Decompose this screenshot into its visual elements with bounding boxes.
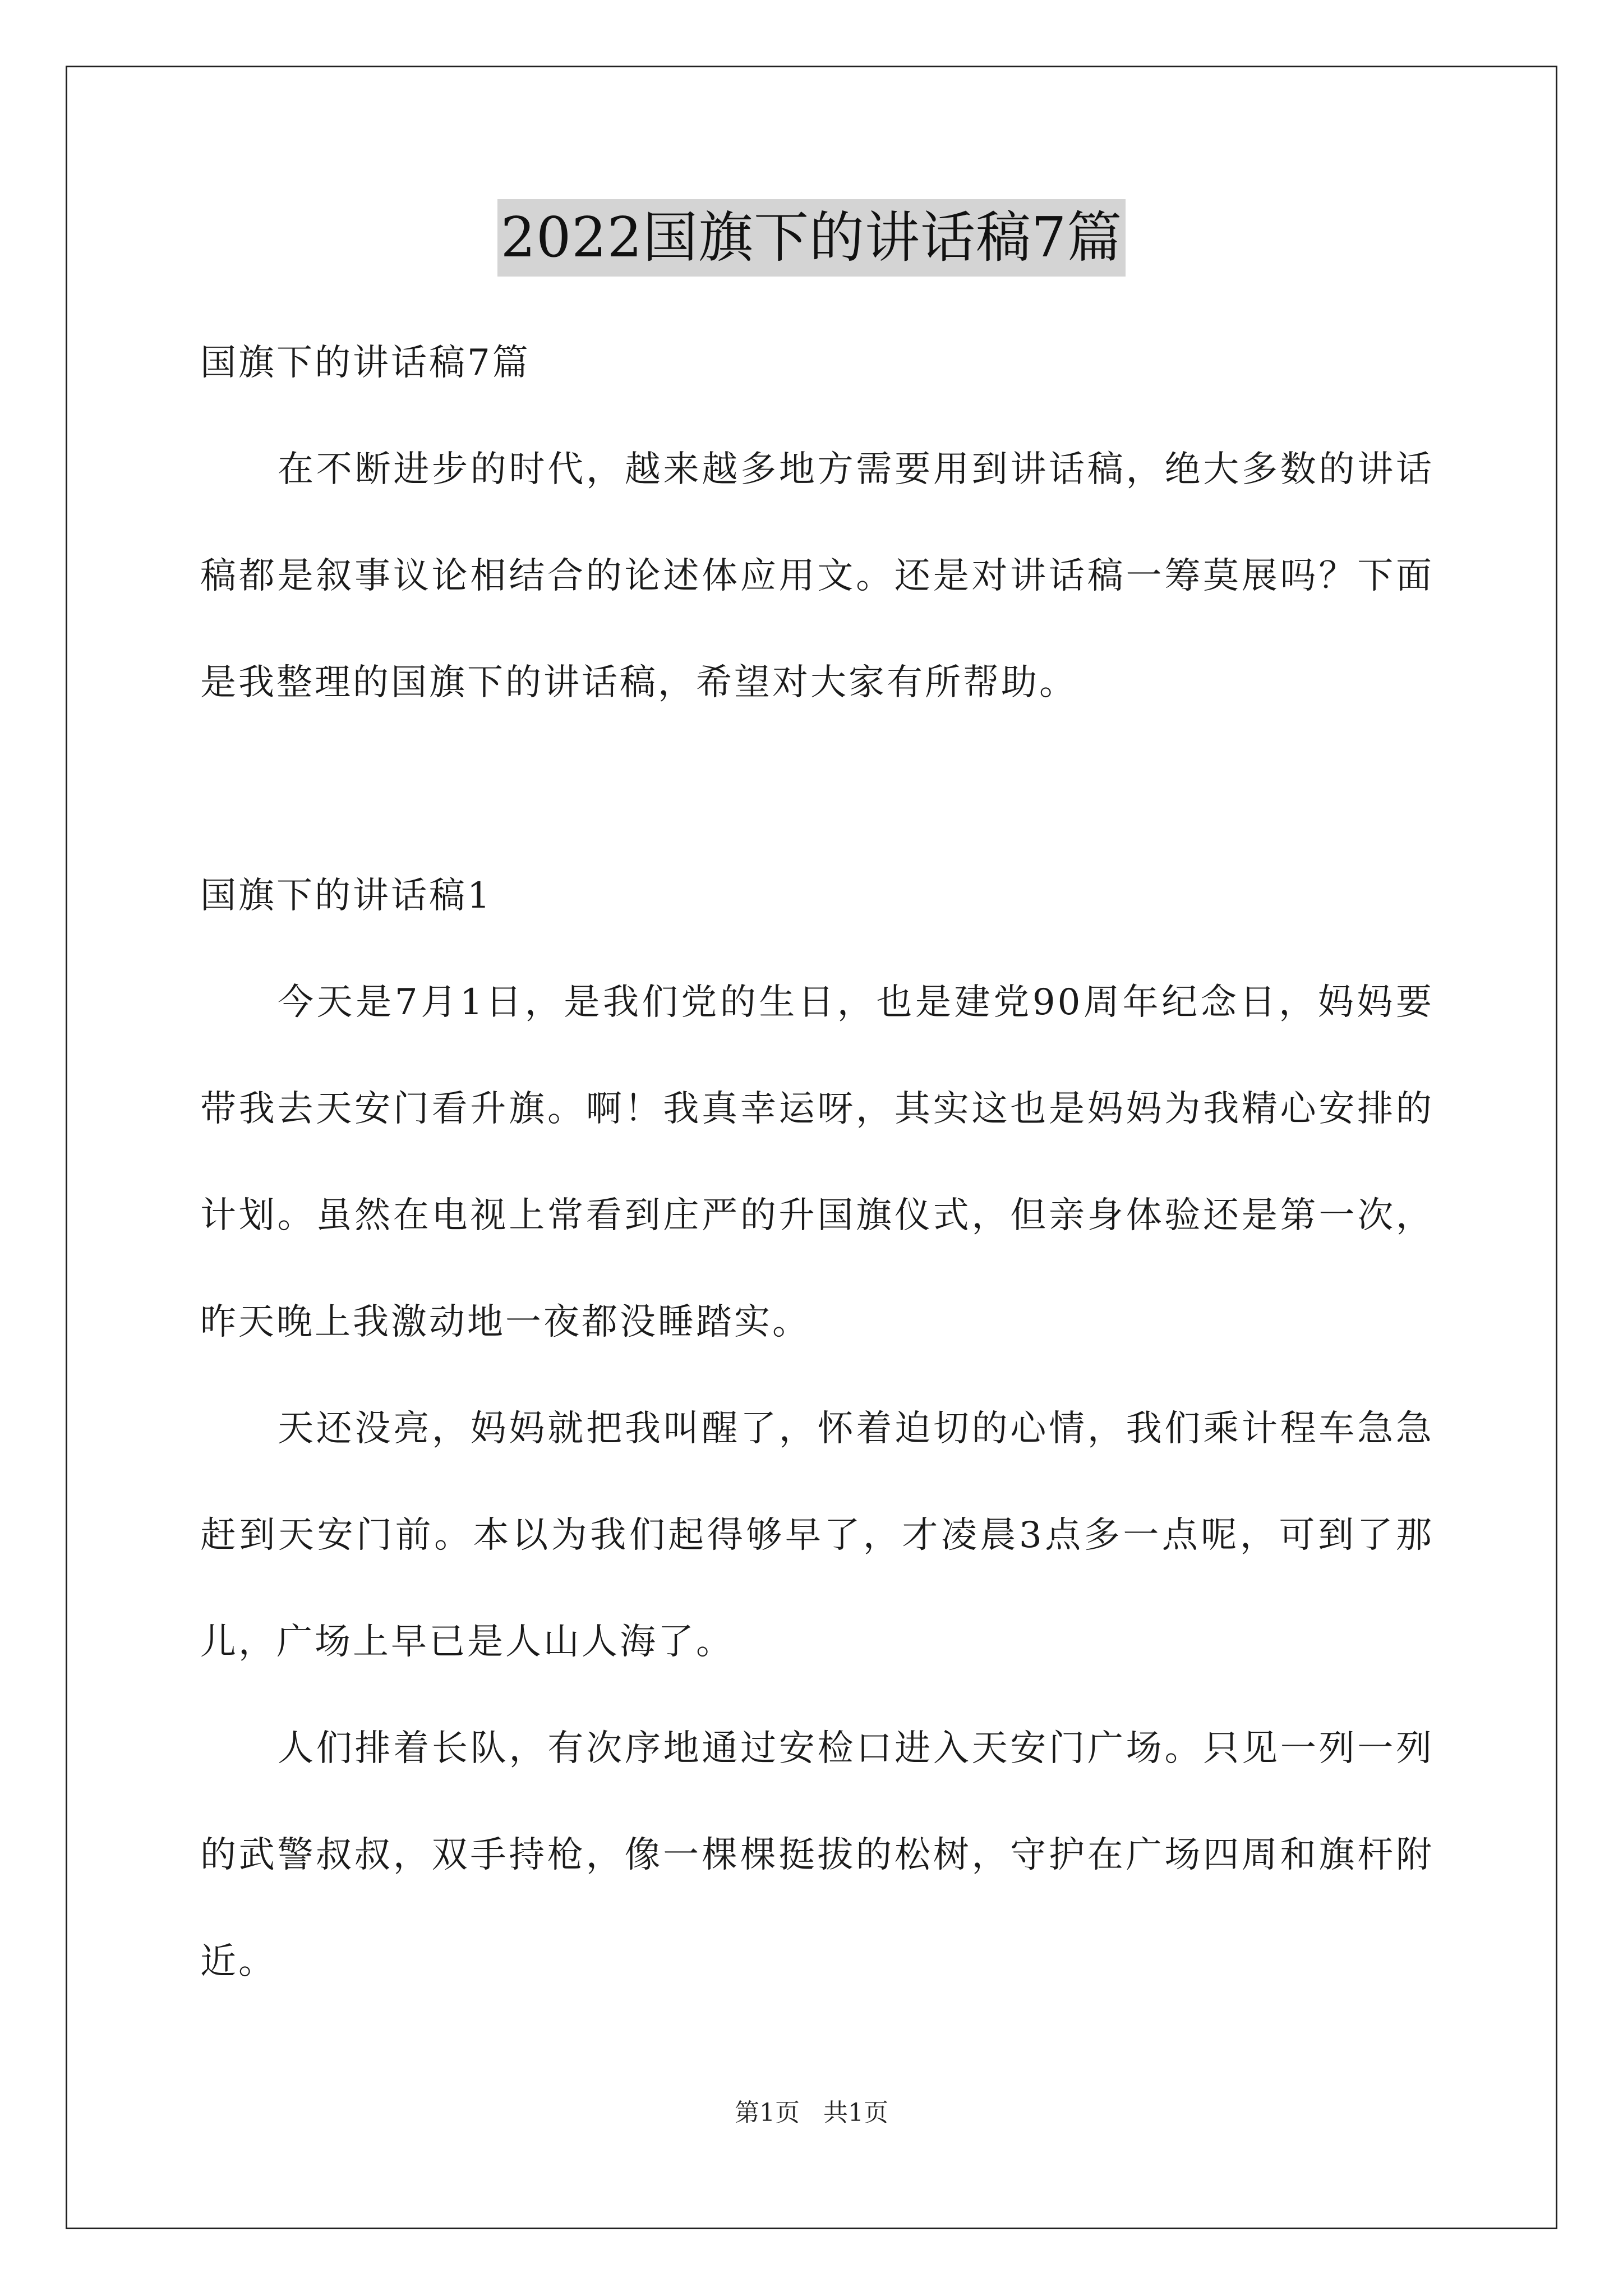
document-title: 2022国旗下的讲话稿7篇 <box>497 199 1126 277</box>
subtitle: 国旗下的讲话稿7篇 <box>200 342 531 384</box>
body-paragraph: 人们排着长队，有次序地通过安检口进入天安门广场。只见一列一列的武警叔叔，双手持枪，像一棵棵挺拔的松树，守护在广场四周和旗杆附近。 <box>200 1728 1434 1982</box>
page-total: 共1页 <box>823 2099 888 2127</box>
section-spacer <box>200 736 1434 843</box>
body-paragraph: 天还没亮，妈妈就把我叫醒了，怀着迫切的心情，我们乘计程车急急赶到天安门前。本以为我们起得够早了，才凌晨3点多一点呢，可到了那儿，广场上早已是人山人海了。 <box>200 1408 1434 1663</box>
page-number: 第1页 <box>735 2099 800 2127</box>
document-body <box>200 310 1434 2015</box>
title-container <box>0 199 1623 277</box>
body-paragraph: 今天是7月1日，是我们党的生日，也是建党90周年纪念日，妈妈要带我去天安门看升旗。啊！我真幸运呀，其实这也是妈妈为我精心安排的计划。虽然在电视上常看到庄严的升国旗仪式，但亲身体验还是第一次，昨天晚上我激动地一夜都没睡踏实。 <box>200 982 1434 1343</box>
intro-paragraph: 在不断进步的时代，越来越多地方需要用到讲话稿，绝大多数的讲话稿都是叙事议论相结合的论述体应用文。还是对讲话稿一筹莫展吗？下面是我整理的国旗下的讲话稿，希望对大家有所帮助。 <box>200 449 1434 703</box>
section-heading: 国旗下的讲话稿1 <box>200 875 492 917</box>
page-footer <box>0 2096 1623 2130</box>
